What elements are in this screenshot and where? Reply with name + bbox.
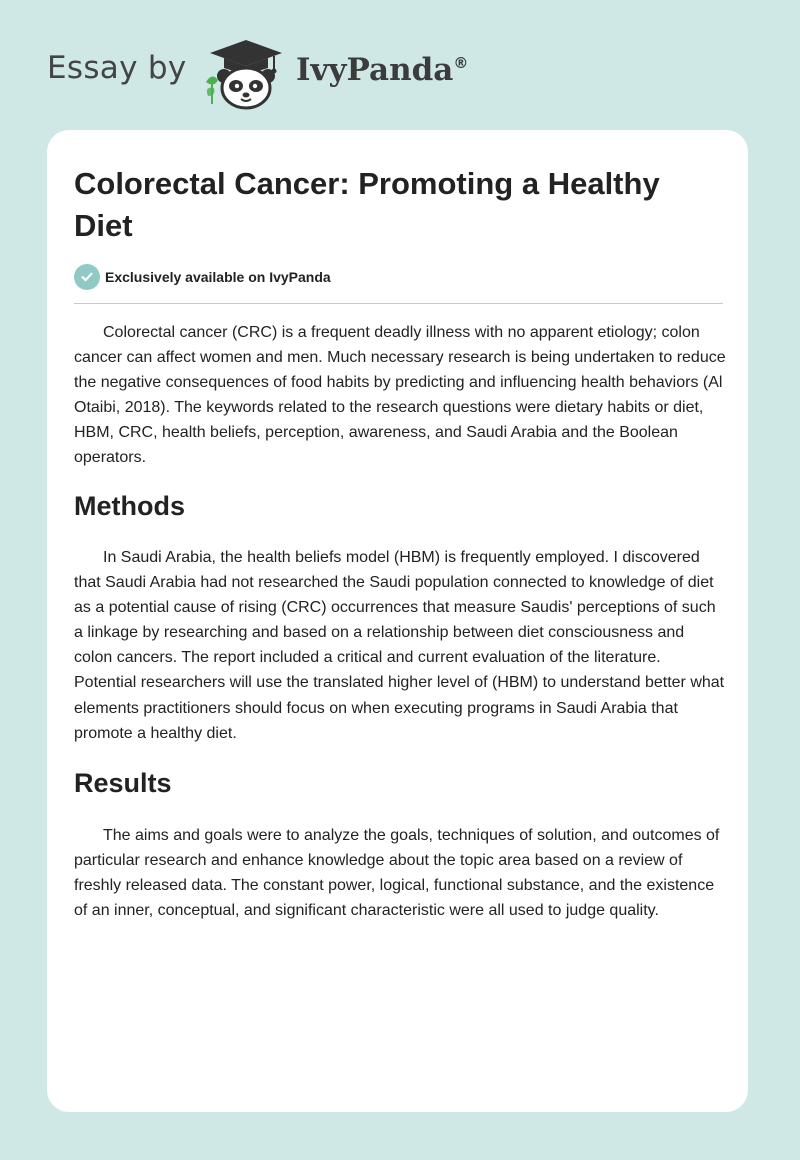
check-circle-icon [74,264,100,290]
article-card [47,130,748,1112]
site-header [0,0,800,130]
title-divider [74,303,723,304]
registered-mark: ® [453,54,469,72]
brand-name[interactable] [296,52,468,88]
results-paragraph: The aims and goals were to analyze the goals, techniques of solution, and outcomes of particular research and enhance knowledge about the topic area based on a review of freshly released data. The constant power, logical, functional substance, and the existence of an inner, conceptual, and significant characteristic were all used to judge quality. [74,827,720,920]
essay-by-label: Essay by [47,50,187,86]
exclusive-badge [74,264,331,290]
panda-logo-icon[interactable] [202,36,294,110]
section-heading-results: Results [74,768,172,798]
article-title: Colorectal Cancer: Promoting a Healthy Diet [74,166,660,243]
exclusive-badge-label: Exclusively available on IvyPanda [105,269,331,285]
methods-paragraph: In Saudi Arabia, the health beliefs model (HBM) is frequently employed. I discovered that Saudi Arabia had not researched the Saudi population connected to knowledge of diet as a potential cause of rising (CRC) occurrences that measure Saudis' perceptions of such a linkage by researching and based on a relationship between diet consciousness and colon cancers. The report included a critical and current evaluation of the literature. Potential researchers will use the translated higher level of (HBM) to understand better what elements practitioners should focus on when executing programs in Saudi Arabia that promote a healthy diet. [74,549,725,742]
brand-text: IvyPanda [296,52,454,88]
section-heading-methods: Methods [74,491,185,521]
intro-paragraph: Colorectal cancer (CRC) is a frequent deadly illness with no apparent etiology; colon cancer can affect women and men. Much necessary research is being undertaken to reduce the negative consequences of food habits by predicting and influencing health behaviors (Al Otaibi, 2018). The keywords related to the research questions were dietary habits or diet, HBM, CRC, health beliefs, perception, awareness, and Saudi Arabia and the Boolean operators. [74,324,726,467]
